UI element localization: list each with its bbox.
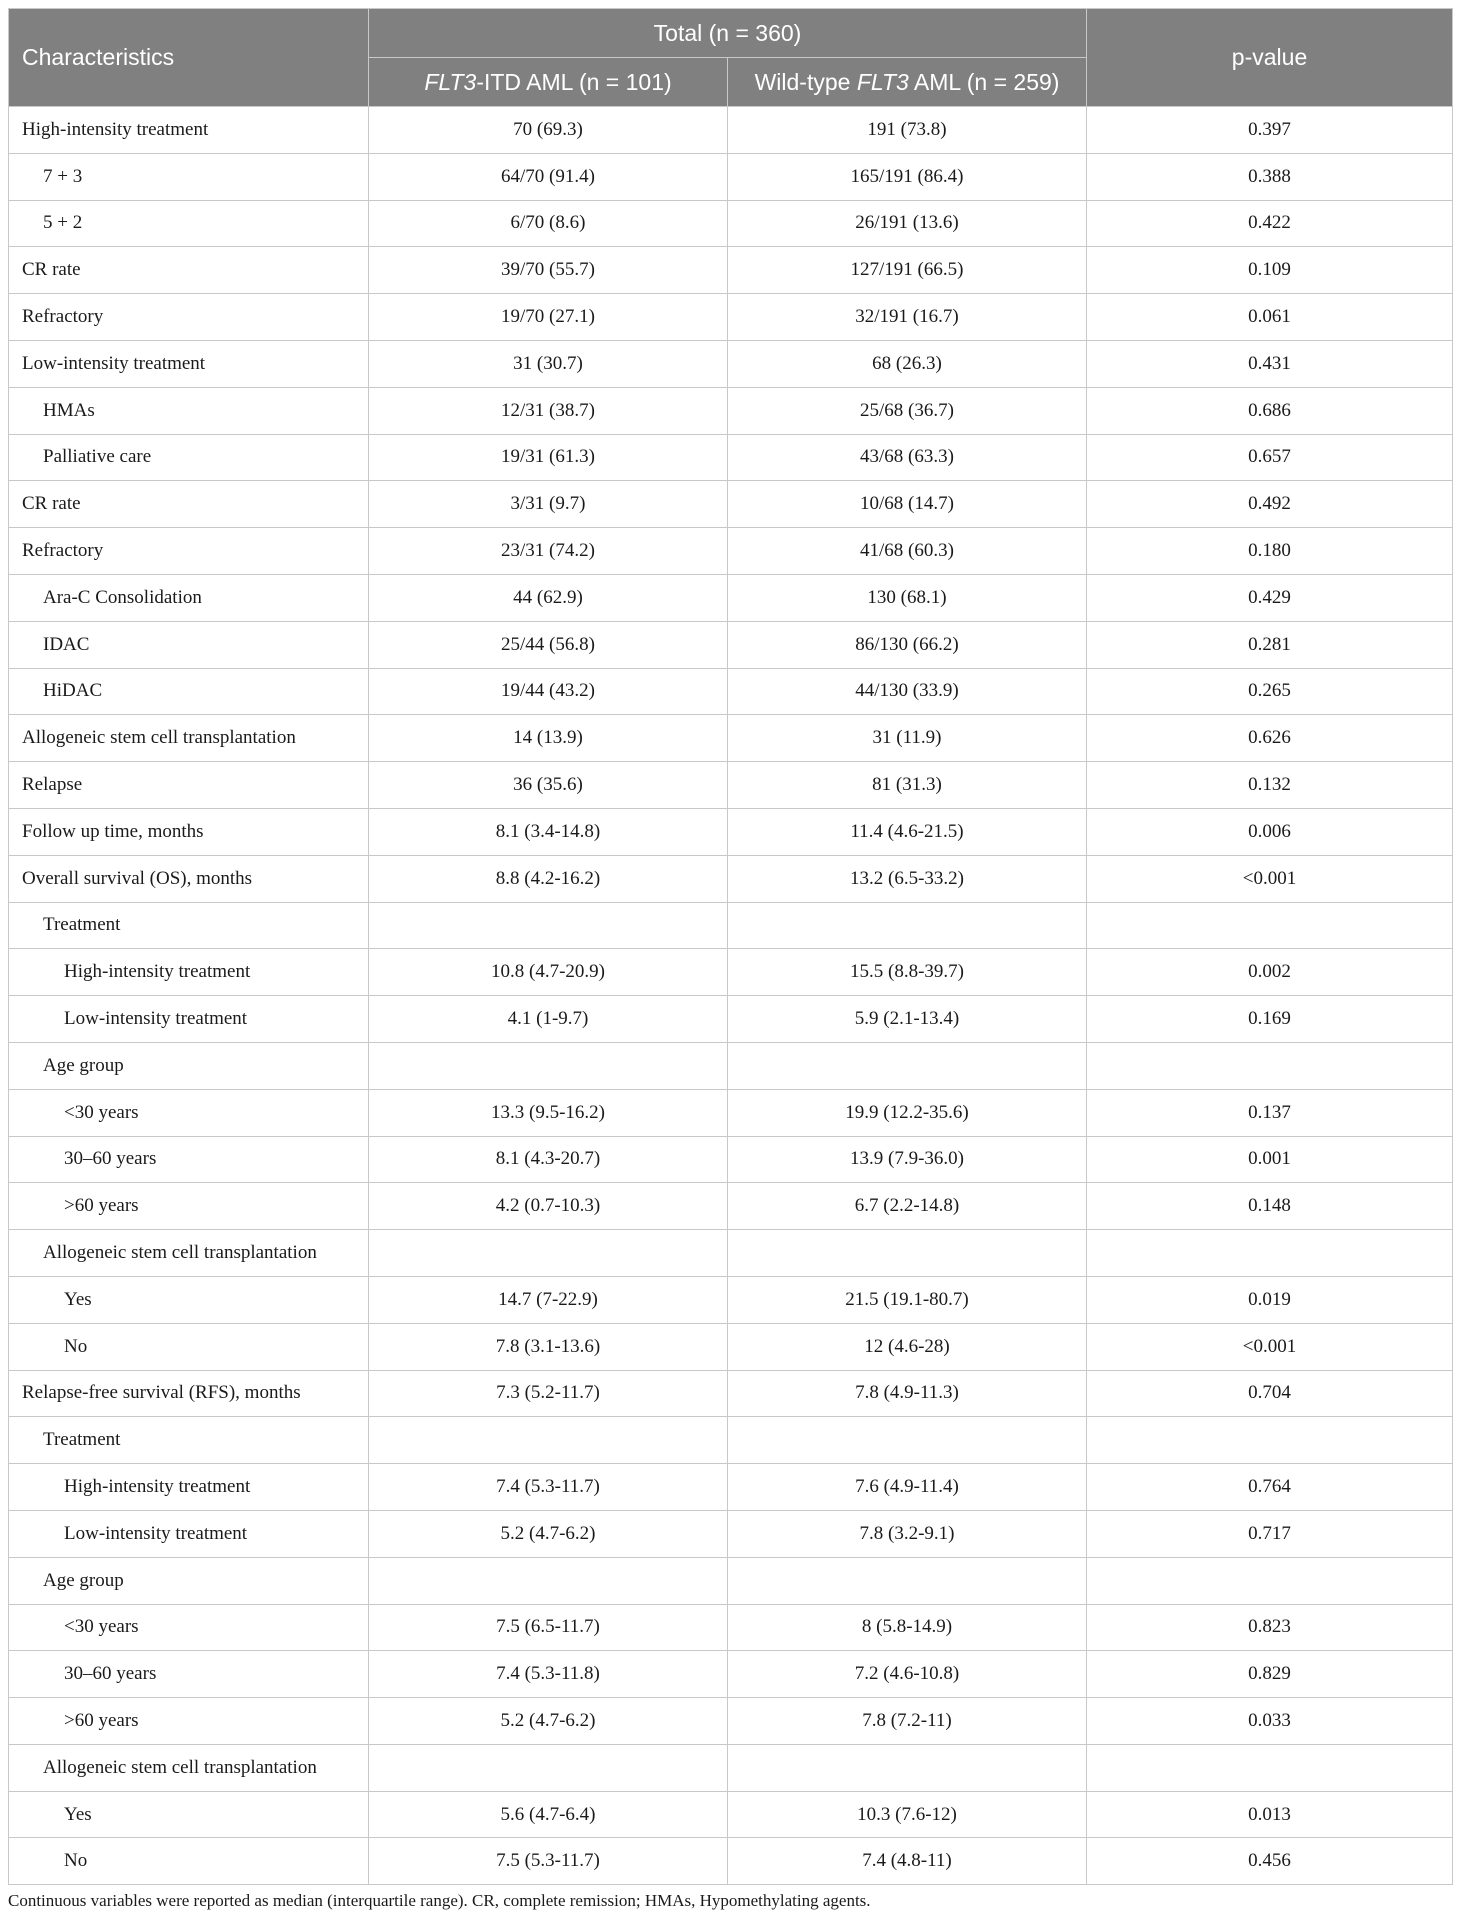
row-label: Allogeneic stem cell transplantation [9,715,369,762]
table-row [9,949,1453,996]
cell-p-value: 0.717 [1087,1510,1453,1557]
table-row [9,434,1453,481]
table-row [9,574,1453,621]
cell-wild-type: 25/68 (36.7) [728,387,1087,434]
row-label: IDAC [9,621,369,668]
cell-wild-type: 13.2 (6.5-33.2) [728,855,1087,902]
cell-wild-type: 19.9 (12.2-35.6) [728,1089,1087,1136]
cell-wild-type: 11.4 (4.6-21.5) [728,808,1087,855]
cell-p-value [1087,902,1453,949]
row-label: 7 + 3 [9,153,369,200]
cell-wild-type: 7.6 (4.9-11.4) [728,1464,1087,1511]
table-row [9,808,1453,855]
row-label: Age group [9,1557,369,1604]
row-label: <30 years [9,1604,369,1651]
cell-wild-type: 26/191 (13.6) [728,200,1087,247]
cell-p-value [1087,1417,1453,1464]
cell-p-value: 0.281 [1087,621,1453,668]
cell-wild-type: 15.5 (8.8-39.7) [728,949,1087,996]
row-label: High-intensity treatment [9,1464,369,1511]
table-row [9,247,1453,294]
header-wild-type-prefix: Wild-type [754,68,857,95]
cell-p-value [1087,1230,1453,1277]
row-label: Relapse-free survival (RFS), months [9,1370,369,1417]
cell-flt3-itd [369,1042,728,1089]
cell-p-value: 0.148 [1087,1183,1453,1230]
cell-flt3-itd: 31 (30.7) [369,340,728,387]
cell-flt3-itd: 5.6 (4.7-6.4) [369,1791,728,1838]
row-label: Refractory [9,294,369,341]
cell-flt3-itd [369,1744,728,1791]
cell-flt3-itd: 8.8 (4.2-16.2) [369,855,728,902]
row-label: No [9,1838,369,1885]
cell-flt3-itd: 5.2 (4.7-6.2) [369,1510,728,1557]
row-label: Relapse [9,762,369,809]
cell-flt3-itd: 19/44 (43.2) [369,668,728,715]
table-row [9,387,1453,434]
row-label: 30–60 years [9,1651,369,1698]
row-label: Yes [9,1276,369,1323]
cell-flt3-itd [369,1557,728,1604]
table-row [9,1183,1453,1230]
row-label: Overall survival (OS), months [9,855,369,902]
row-label: Refractory [9,528,369,575]
cell-p-value: 0.626 [1087,715,1453,762]
cell-flt3-itd: 7.5 (5.3-11.7) [369,1838,728,1885]
cell-wild-type: 7.8 (7.2-11) [728,1698,1087,1745]
cell-flt3-itd: 39/70 (55.7) [369,247,728,294]
cell-p-value: 0.019 [1087,1276,1453,1323]
table-row [9,1698,1453,1745]
cell-flt3-itd: 8.1 (4.3-20.7) [369,1136,728,1183]
row-label: Follow up time, months [9,808,369,855]
cell-p-value: 0.823 [1087,1604,1453,1651]
cell-wild-type: 12 (4.6-28) [728,1323,1087,1370]
cell-wild-type: 10.3 (7.6-12) [728,1791,1087,1838]
table-container [8,8,1452,1911]
cell-p-value: 0.686 [1087,387,1453,434]
cell-p-value: <0.001 [1087,1323,1453,1370]
cell-wild-type: 10/68 (14.7) [728,481,1087,528]
cell-flt3-itd: 36 (35.6) [369,762,728,809]
cell-flt3-itd: 4.2 (0.7-10.3) [369,1183,728,1230]
table-row [9,200,1453,247]
row-label: 5 + 2 [9,200,369,247]
cell-flt3-itd [369,1417,728,1464]
table-row [9,668,1453,715]
cell-wild-type: 7.8 (4.9-11.3) [728,1370,1087,1417]
cell-p-value: 0.265 [1087,668,1453,715]
results-table [8,8,1453,1885]
table-row [9,107,1453,154]
header-flt3-itd-gene: FLT3 [424,68,477,95]
cell-flt3-itd: 7.4 (5.3-11.7) [369,1464,728,1511]
cell-flt3-itd: 25/44 (56.8) [369,621,728,668]
cell-p-value: 0.132 [1087,762,1453,809]
row-label: >60 years [9,1183,369,1230]
cell-flt3-itd: 7.8 (3.1-13.6) [369,1323,728,1370]
cell-p-value: 0.388 [1087,153,1453,200]
cell-wild-type [728,1744,1087,1791]
cell-p-value: 0.033 [1087,1698,1453,1745]
cell-p-value: 0.764 [1087,1464,1453,1511]
cell-p-value: 0.006 [1087,808,1453,855]
cell-flt3-itd: 14.7 (7-22.9) [369,1276,728,1323]
cell-p-value: 0.456 [1087,1838,1453,1885]
cell-p-value [1087,1557,1453,1604]
header-pvalue: p-value [1087,9,1453,107]
cell-wild-type: 6.7 (2.2-14.8) [728,1183,1087,1230]
table-row [9,528,1453,575]
table-row [9,855,1453,902]
cell-flt3-itd: 6/70 (8.6) [369,200,728,247]
cell-p-value: 0.431 [1087,340,1453,387]
cell-wild-type: 7.8 (3.2-9.1) [728,1510,1087,1557]
table-row [9,1557,1453,1604]
row-label: Age group [9,1042,369,1089]
cell-p-value [1087,1042,1453,1089]
table-row [9,1230,1453,1277]
cell-wild-type: 68 (26.3) [728,340,1087,387]
cell-p-value: 0.001 [1087,1136,1453,1183]
row-label: >60 years [9,1698,369,1745]
table-row [9,1417,1453,1464]
cell-wild-type: 130 (68.1) [728,574,1087,621]
row-label: CR rate [9,481,369,528]
row-label: Allogeneic stem cell transplantation [9,1230,369,1277]
cell-wild-type: 44/130 (33.9) [728,668,1087,715]
cell-flt3-itd: 70 (69.3) [369,107,728,154]
cell-wild-type [728,902,1087,949]
header-wild-type [728,58,1087,107]
table-footnote: Continuous variables were reported as median (interquartile range). CR, complete remission; HMAs, Hypomethylating agents. [8,1891,871,1911]
cell-wild-type: 81 (31.3) [728,762,1087,809]
cell-p-value: 0.002 [1087,949,1453,996]
cell-p-value: 0.829 [1087,1651,1453,1698]
cell-flt3-itd: 7.3 (5.2-11.7) [369,1370,728,1417]
header-flt3-itd-rest: -ITD AML (n = 101) [476,68,672,95]
row-label: Yes [9,1791,369,1838]
cell-p-value: 0.657 [1087,434,1453,481]
cell-wild-type [728,1557,1087,1604]
row-label: High-intensity treatment [9,949,369,996]
cell-wild-type: 165/191 (86.4) [728,153,1087,200]
cell-wild-type: 32/191 (16.7) [728,294,1087,341]
table-row [9,1323,1453,1370]
row-label: Low-intensity treatment [9,996,369,1043]
cell-flt3-itd: 19/70 (27.1) [369,294,728,341]
cell-wild-type: 7.4 (4.8-11) [728,1838,1087,1885]
table-row [9,1042,1453,1089]
row-label: No [9,1323,369,1370]
row-label: Low-intensity treatment [9,340,369,387]
table-row [9,1089,1453,1136]
table-row [9,715,1453,762]
cell-p-value: 0.704 [1087,1370,1453,1417]
cell-flt3-itd: 5.2 (4.7-6.2) [369,1698,728,1745]
header-wild-type-gene: FLT3 [856,68,909,95]
cell-wild-type: 86/130 (66.2) [728,621,1087,668]
cell-wild-type: 127/191 (66.5) [728,247,1087,294]
cell-wild-type [728,1042,1087,1089]
row-label: Low-intensity treatment [9,1510,369,1557]
cell-flt3-itd: 7.5 (6.5-11.7) [369,1604,728,1651]
cell-wild-type [728,1230,1087,1277]
cell-wild-type: 8 (5.8-14.9) [728,1604,1087,1651]
table-row [9,1464,1453,1511]
cell-wild-type: 21.5 (19.1-80.7) [728,1276,1087,1323]
table-row [9,340,1453,387]
row-label: Treatment [9,1417,369,1464]
cell-flt3-itd: 8.1 (3.4-14.8) [369,808,728,855]
table-row [9,1838,1453,1885]
row-label: Allogeneic stem cell transplantation [9,1744,369,1791]
row-label: High-intensity treatment [9,107,369,154]
table-row [9,1510,1453,1557]
header-flt3-itd [369,58,728,107]
cell-wild-type: 31 (11.9) [728,715,1087,762]
row-label: HiDAC [9,668,369,715]
cell-wild-type: 5.9 (2.1-13.4) [728,996,1087,1043]
cell-p-value: 0.109 [1087,247,1453,294]
table-row [9,1370,1453,1417]
cell-p-value: 0.137 [1087,1089,1453,1136]
cell-flt3-itd: 7.4 (5.3-11.8) [369,1651,728,1698]
header-characteristics: Characteristics [9,9,369,107]
cell-p-value: 0.429 [1087,574,1453,621]
cell-p-value: <0.001 [1087,855,1453,902]
cell-flt3-itd: 14 (13.9) [369,715,728,762]
cell-flt3-itd: 44 (62.9) [369,574,728,621]
cell-wild-type: 41/68 (60.3) [728,528,1087,575]
table-row [9,1604,1453,1651]
cell-p-value: 0.422 [1087,200,1453,247]
cell-flt3-itd: 23/31 (74.2) [369,528,728,575]
table-row [9,1136,1453,1183]
cell-wild-type: 13.9 (7.9-36.0) [728,1136,1087,1183]
row-label: Ara-C Consolidation [9,574,369,621]
row-label: 30–60 years [9,1136,369,1183]
row-label: Palliative care [9,434,369,481]
cell-wild-type: 43/68 (63.3) [728,434,1087,481]
cell-p-value: 0.013 [1087,1791,1453,1838]
cell-p-value: 0.169 [1087,996,1453,1043]
table-row [9,621,1453,668]
cell-p-value [1087,1744,1453,1791]
cell-flt3-itd: 12/31 (38.7) [369,387,728,434]
row-label: CR rate [9,247,369,294]
cell-wild-type: 191 (73.8) [728,107,1087,154]
cell-flt3-itd [369,1230,728,1277]
table-row [9,762,1453,809]
cell-flt3-itd: 64/70 (91.4) [369,153,728,200]
cell-wild-type [728,1417,1087,1464]
row-label: Treatment [9,902,369,949]
header-total: Total (n = 360) [369,9,1087,58]
cell-p-value: 0.397 [1087,107,1453,154]
cell-wild-type: 7.2 (4.6-10.8) [728,1651,1087,1698]
cell-p-value: 0.061 [1087,294,1453,341]
cell-flt3-itd: 13.3 (9.5-16.2) [369,1089,728,1136]
table-row [9,294,1453,341]
header-wild-type-rest: AML (n = 259) [908,68,1060,95]
table-row [9,1276,1453,1323]
cell-flt3-itd: 19/31 (61.3) [369,434,728,481]
table-row [9,481,1453,528]
table-row [9,1791,1453,1838]
cell-flt3-itd: 4.1 (1-9.7) [369,996,728,1043]
cell-flt3-itd [369,902,728,949]
cell-p-value: 0.180 [1087,528,1453,575]
cell-flt3-itd: 10.8 (4.7-20.9) [369,949,728,996]
cell-p-value: 0.492 [1087,481,1453,528]
table-row [9,1744,1453,1791]
row-label: <30 years [9,1089,369,1136]
table-body [9,107,1453,1885]
table-header [9,9,1453,107]
cell-flt3-itd: 3/31 (9.7) [369,481,728,528]
table-row [9,1651,1453,1698]
table-row [9,996,1453,1043]
table-row [9,902,1453,949]
table-row [9,153,1453,200]
row-label: HMAs [9,387,369,434]
